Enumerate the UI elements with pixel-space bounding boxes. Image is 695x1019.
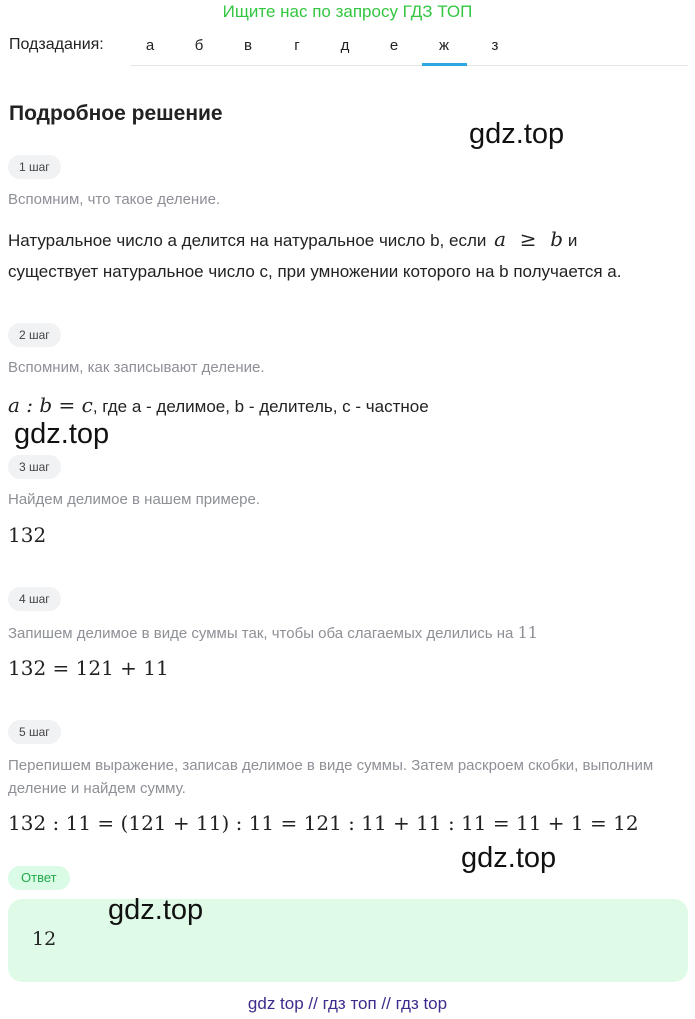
footer-links[interactable]: gdz top // гдз топ // гдз top [247,994,448,1013]
step-text-line2: существует натуральное число c, при умножении которого на b получается a. [8,262,622,281]
tab-v[interactable]: в [244,37,252,54]
step-formula: 132 = 121 + 11 [8,656,169,680]
step-text-and: и [567,231,578,250]
page-title: Подробное решение [9,102,223,125]
formula-explanation: , где a - делимое, b - делитель, c - частное [92,397,429,416]
watermark: gdz.top [108,894,204,926]
math-b: b [550,227,564,251]
formula-division: a : b = c [8,393,93,417]
step-note [8,623,538,642]
step-formula: 132 [8,523,47,547]
subtasks-label: Подзадания: [9,36,104,53]
step-note: Перепишем выражение, записав делимое в виде суммы. Затем раскроем скобки, выполним деление и найдем сумму. [8,757,654,797]
step-badge: 3 шаг [8,455,61,479]
watermark: gdz.top [14,418,110,450]
step-badge: 4 шаг [8,587,61,611]
step-note-text: Запишем делимое в виде суммы так, чтобы оба слагаемых делились на [8,625,514,642]
tab-b[interactable]: б [194,37,204,54]
step-text [8,227,577,251]
step-badge: 1 шаг [8,155,61,179]
step-badge: 2 шаг [8,323,61,347]
step-text-line1: Натуральное число a делится на натуральное число b, если [8,231,487,250]
step-note: Вспомним, как записывают деление. [8,359,265,376]
math-ge: ≥ [519,227,537,251]
tab-z[interactable]: з [491,37,499,54]
tab-e[interactable]: е [389,37,399,54]
active-tab-indicator [422,63,467,66]
watermark: gdz.top [469,118,565,150]
watermark: gdz.top [461,842,557,874]
tab-a[interactable]: а [145,37,155,54]
step-badge: 5 шаг [8,720,61,744]
step-formula-line [8,393,429,417]
step-note: Найдем делимое в нашем примере. [8,491,260,508]
search-banner: Ищите нас по запросу ГДЗ ТОП [222,2,473,21]
tab-zh[interactable]: ж [438,37,450,54]
answer-value: 12 [32,928,57,950]
step-formula: 132 : 11 = (121 + 11) : 11 = 121 : 11 + 11 : 11 = 11 + 1 = 12 [8,811,639,835]
math-a: a [494,227,507,251]
tabs-divider [130,65,688,66]
step-note-number: 11 [517,623,538,642]
step-note: Вспомним, что такое деление. [8,191,221,208]
answer-badge: Ответ [8,866,70,890]
tab-g[interactable]: г [294,37,300,54]
tab-d[interactable]: д [340,37,350,54]
